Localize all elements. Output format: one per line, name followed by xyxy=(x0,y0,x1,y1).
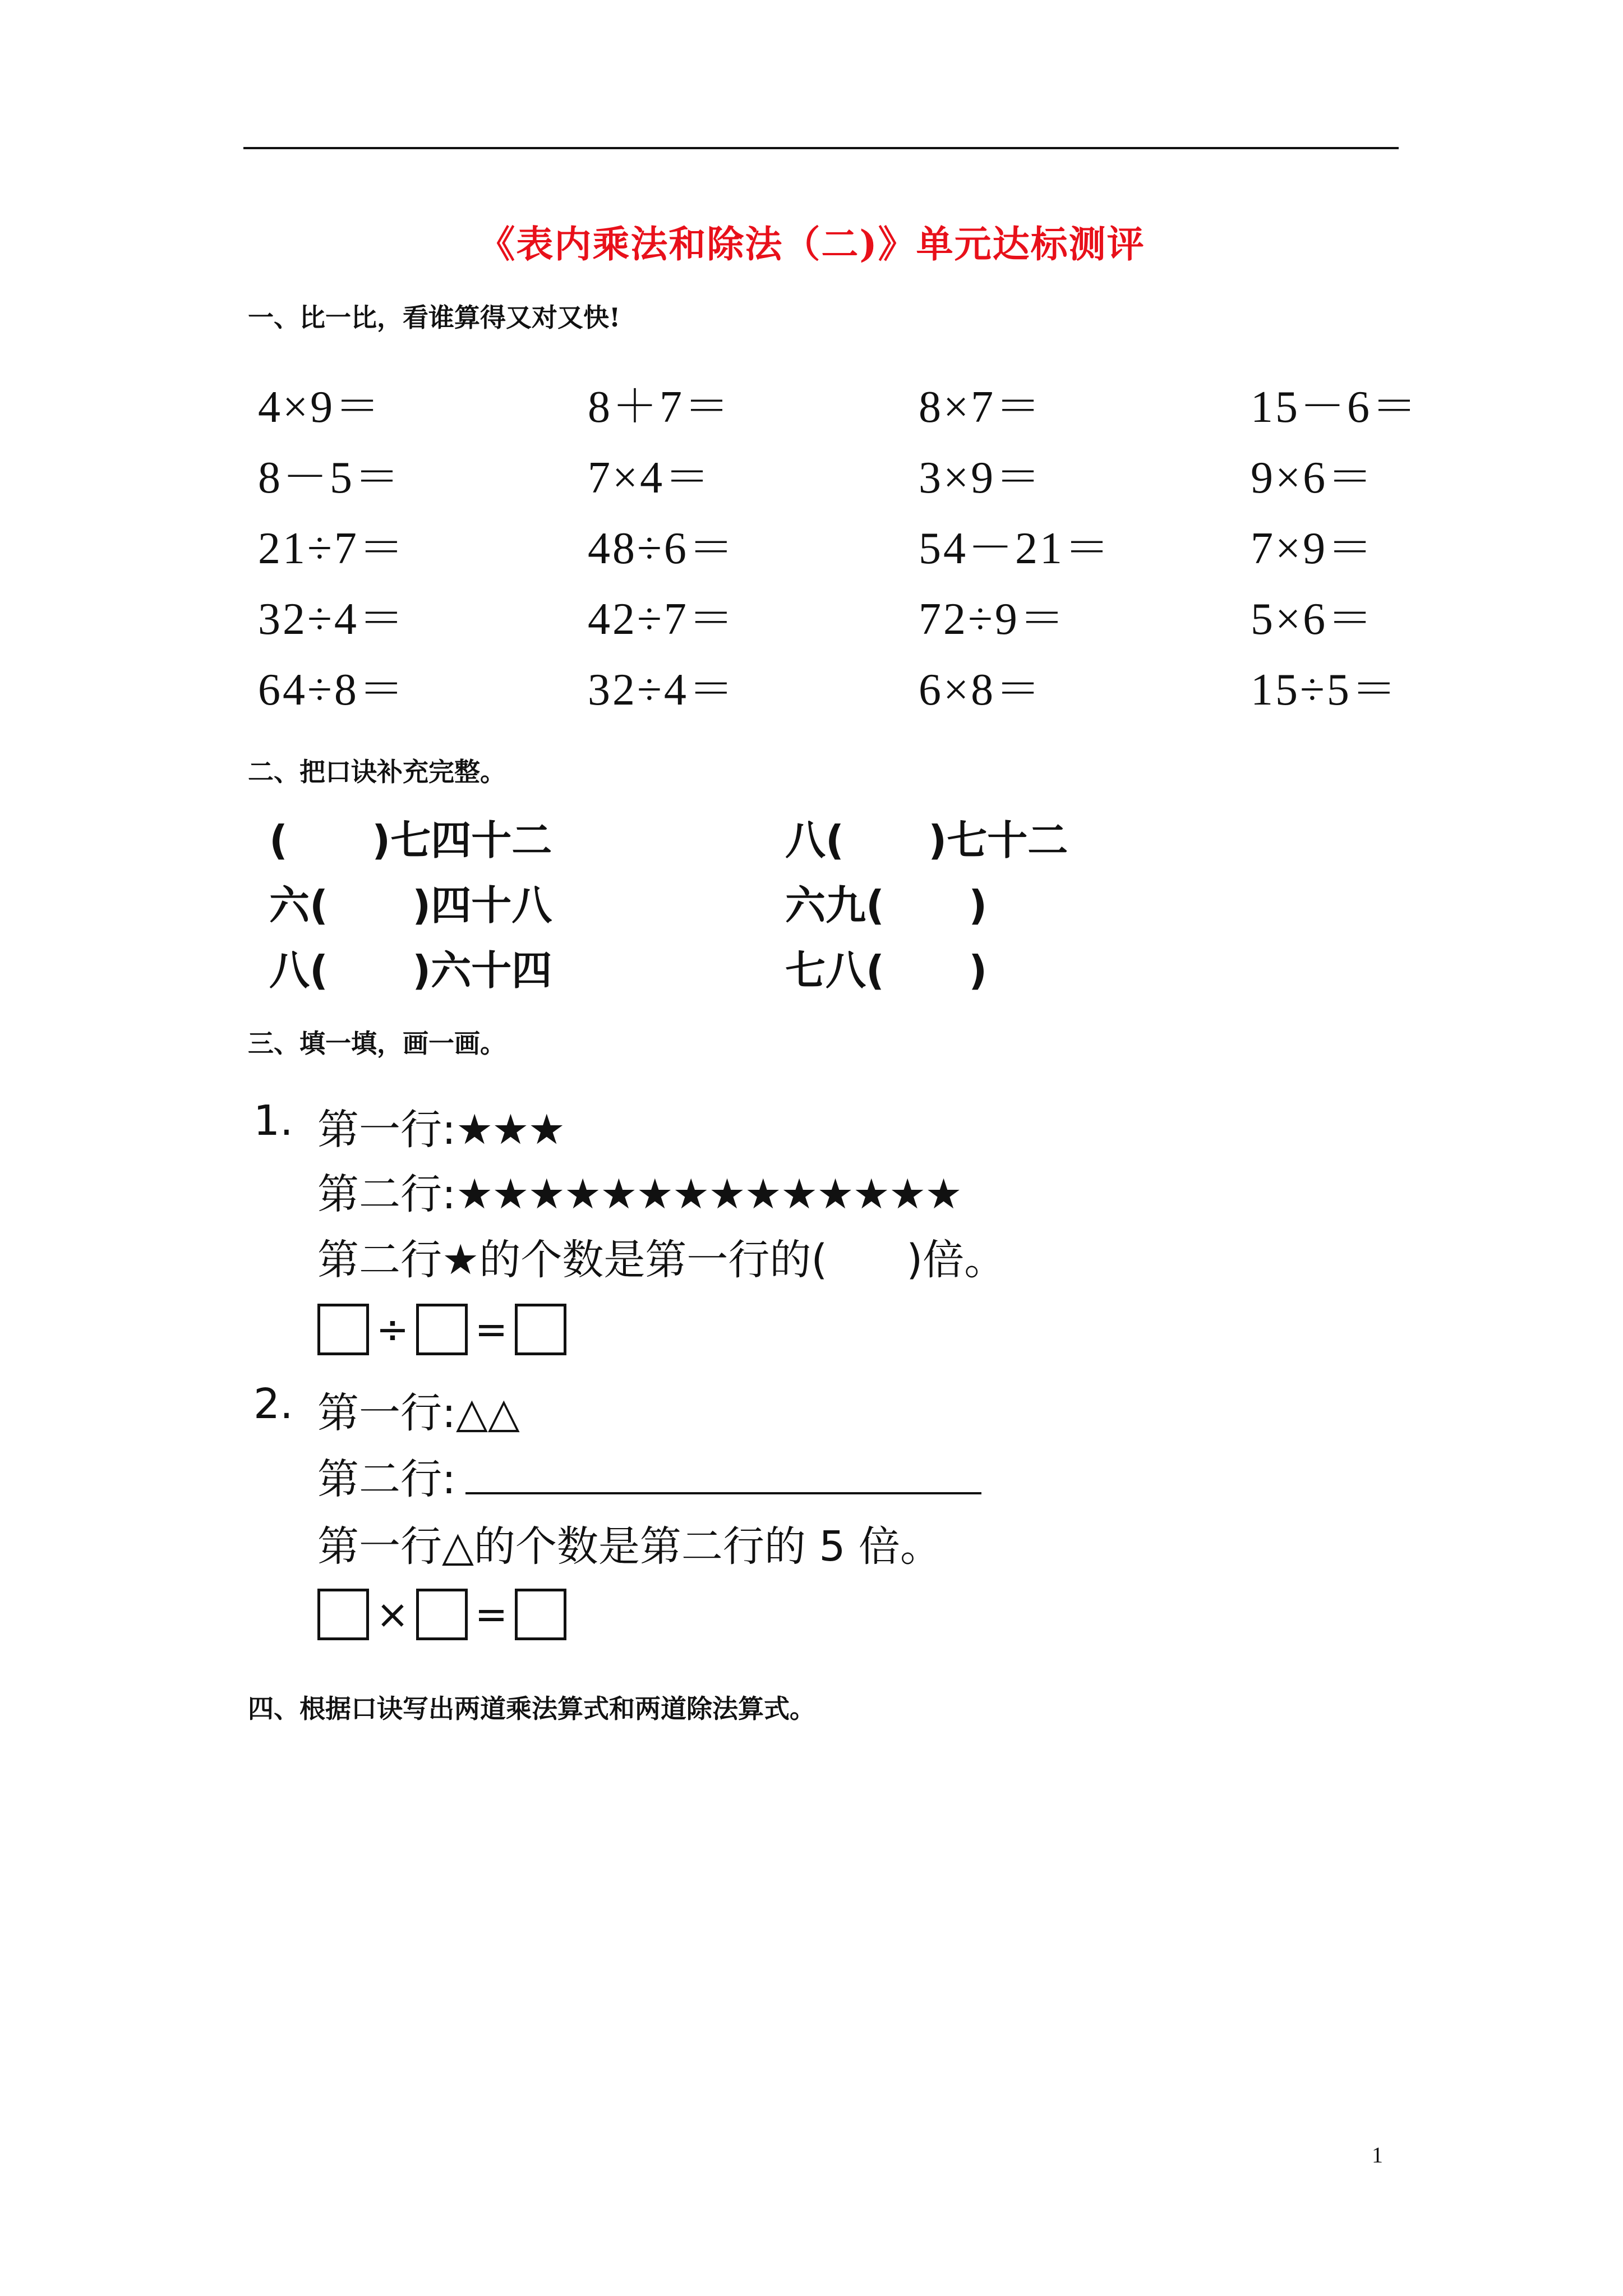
answer-box[interactable] xyxy=(416,1589,468,1640)
q1-row2 xyxy=(317,1161,961,1221)
header-rule xyxy=(243,147,1399,149)
q1-row1 xyxy=(317,1097,564,1156)
equals-sign: = xyxy=(474,1591,508,1637)
arithmetic-item: 21÷7＝ xyxy=(258,524,406,573)
arithmetic-item: 54－21＝ xyxy=(919,524,1112,573)
star-row-1: ★★★ xyxy=(455,1106,564,1154)
arithmetic-item: 3×9＝ xyxy=(919,453,1043,503)
multiply-sign: × xyxy=(376,1591,409,1637)
page-number: 1 xyxy=(1372,2142,1383,2168)
q2-row2 xyxy=(317,1446,456,1506)
answer-box[interactable] xyxy=(416,1304,468,1355)
rhyme-item: 六( )四十八 xyxy=(269,882,552,929)
answer-box[interactable] xyxy=(515,1304,566,1355)
rhyme-row xyxy=(269,873,1166,938)
rhyme-item: 六九( ) xyxy=(785,882,988,929)
rhyme-item: 七八( ) xyxy=(785,947,988,994)
arithmetic-row xyxy=(258,653,1447,724)
triangle-row-1: △△ xyxy=(455,1389,520,1437)
section1-heading: 一、比一比，看谁算得又对又快! xyxy=(248,302,621,333)
star-row-2: ★★★★★★★★★★★★★★ xyxy=(455,1170,961,1218)
arithmetic-item: 32÷4＝ xyxy=(258,595,406,644)
equals-sign: = xyxy=(474,1306,508,1352)
q1-equation xyxy=(317,1301,566,1358)
arithmetic-row xyxy=(258,441,1447,512)
arithmetic-item: 32÷4＝ xyxy=(588,665,736,715)
page-title: 《表内乘法和除法（二)》单元达标测评 xyxy=(478,222,1145,266)
rhyme-grid xyxy=(269,808,1166,1003)
q1-statement: 第二行★的个数是第一行的( )倍。 xyxy=(317,1236,1006,1284)
arithmetic-item: 64÷8＝ xyxy=(258,665,406,715)
answer-box[interactable] xyxy=(317,1304,369,1355)
row-label: 第二行: xyxy=(317,1170,456,1218)
arithmetic-row xyxy=(258,512,1447,582)
arithmetic-item: 8＋7＝ xyxy=(588,383,731,432)
q1-number: 1. xyxy=(253,1097,293,1145)
answer-box[interactable] xyxy=(317,1589,369,1640)
section4-heading: 四、根据口诀写出两道乘法算式和两道除法算式。 xyxy=(248,1694,815,1724)
arithmetic-item: 8－5＝ xyxy=(258,453,402,503)
arithmetic-grid xyxy=(258,370,1447,718)
q2-row1 xyxy=(317,1380,520,1439)
arithmetic-item: 4×9＝ xyxy=(258,383,382,432)
q2-equation xyxy=(317,1586,566,1642)
section3-heading: 三、填一填，画一画。 xyxy=(248,1028,506,1059)
divide-sign: ÷ xyxy=(376,1306,409,1352)
arithmetic-item: 6×8＝ xyxy=(919,665,1043,715)
rhyme-item: 八( )七十二 xyxy=(785,817,1068,864)
rhyme-item: 八( )六十四 xyxy=(269,947,552,994)
arithmetic-item: 48÷6＝ xyxy=(588,524,736,573)
row-label: 第一行: xyxy=(317,1389,456,1437)
section2-heading: 二、把口诀补充完整。 xyxy=(248,757,506,787)
arithmetic-item: 9×6＝ xyxy=(1251,453,1375,503)
row-label: 第一行: xyxy=(317,1106,456,1154)
arithmetic-item: 5×6＝ xyxy=(1251,595,1375,644)
rhyme-row xyxy=(269,938,1166,1003)
rhyme-row xyxy=(269,808,1166,873)
arithmetic-item: 7×4＝ xyxy=(588,453,712,503)
arithmetic-item: 42÷7＝ xyxy=(588,595,736,644)
arithmetic-item: 15÷5＝ xyxy=(1251,665,1399,715)
q2-statement: 第一行△的个数是第二行的 5 倍。 xyxy=(317,1522,942,1571)
arithmetic-row xyxy=(258,370,1447,441)
answer-line[interactable] xyxy=(465,1492,981,1494)
arithmetic-row xyxy=(258,582,1447,653)
q2-number: 2. xyxy=(253,1380,293,1428)
arithmetic-item: 15－6＝ xyxy=(1251,383,1419,432)
arithmetic-item: 8×7＝ xyxy=(919,383,1043,432)
rhyme-item: ( )七四十二 xyxy=(269,817,552,864)
row-label: 第二行: xyxy=(317,1455,456,1503)
answer-box[interactable] xyxy=(515,1589,566,1640)
arithmetic-item: 72÷9＝ xyxy=(919,595,1067,644)
arithmetic-item: 7×9＝ xyxy=(1251,524,1375,573)
